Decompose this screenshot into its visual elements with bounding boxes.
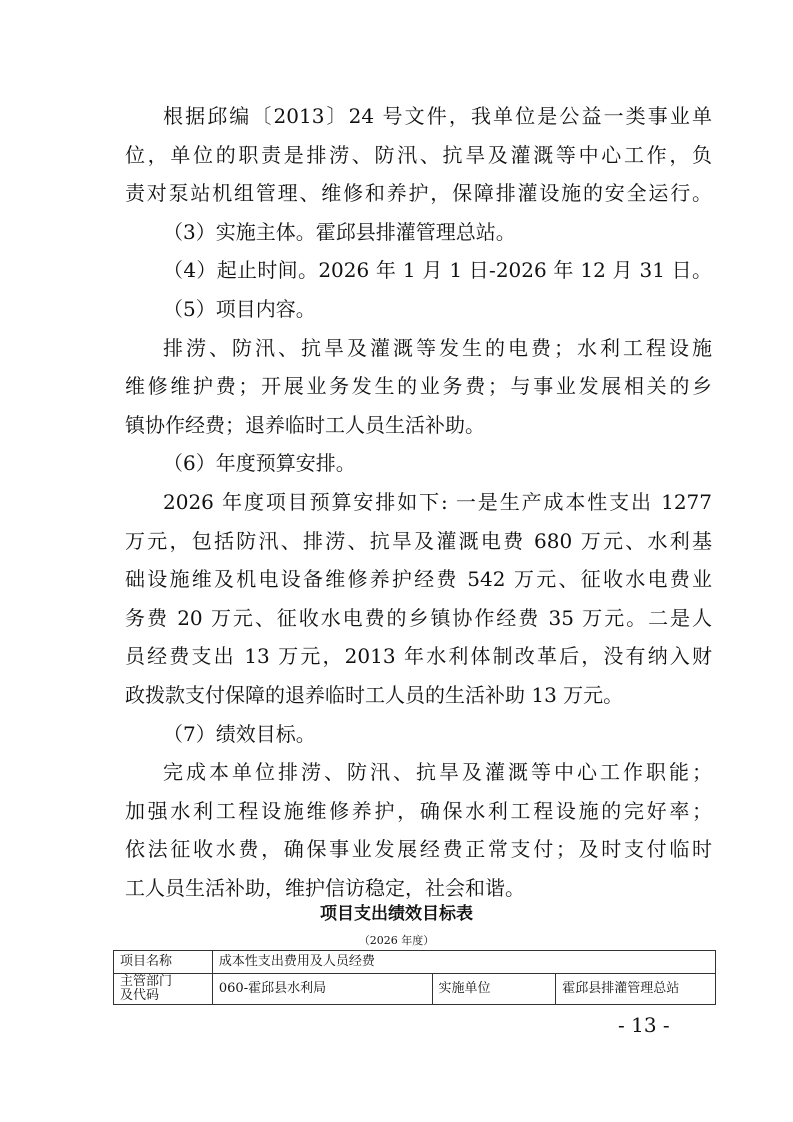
body-line: （4）起止时间。2026 年 1 月 1 日-2026 年 12 月 31 日。 <box>163 258 712 283</box>
body-line: 维修维护费；开展业务发生的业务费；与事业发展相关的乡 <box>125 374 712 399</box>
project-name-value: 成本性支出费用及人员经费 <box>212 951 715 974</box>
body-line: 础设施维及机电设备维修养护经费 542 万元、征收水电费业 <box>125 567 712 592</box>
page-number: - 13 - <box>618 1013 670 1037</box>
body-line: 万元，包括防汛、排涝、抗旱及灌溉电费 680 万元、水利基 <box>125 528 712 553</box>
body-line: （6）年度预算安排。 <box>163 451 356 476</box>
body-line: 完成本单位排涝、防汛、抗旱及灌溉等中心工作职能； <box>163 760 712 785</box>
body-line: 务费 20 万元、征收水电费的乡镇协作经费 35 万元。二是人 <box>125 605 712 630</box>
performance-target-table <box>113 950 716 1005</box>
body-line: 镇协作经费；退养临时工人员生活补助。 <box>125 412 485 437</box>
body-line: （7）绩效目标。 <box>163 721 316 746</box>
dept-value: 060-霍邱县水利局 <box>212 974 432 1005</box>
table-title: 项目支出绩效目标表 <box>320 904 473 924</box>
impl-value: 霍邱县排灌管理总站 <box>556 974 716 1005</box>
table-row <box>114 951 716 974</box>
body-line: 位，单位的职责是排涝、防汛、抗旱及灌溉等中心工作，负 <box>125 142 712 167</box>
body-line: （5）项目内容。 <box>163 297 316 321</box>
dept-label: 主管部门及代码 <box>114 974 213 1005</box>
impl-label: 实施单位 <box>432 974 556 1005</box>
body-line: 依法征收水费，确保事业发展经费正常支付；及时支付临时 <box>125 837 712 862</box>
body-line: 加强水利工程设施维修养护，确保水利工程设施的完好率； <box>125 798 712 823</box>
table-subtitle: （2026 年度） <box>358 934 435 947</box>
body-line: 员经费支出 13 万元，2013 年水利体制改革后，没有纳入财 <box>125 644 712 669</box>
body-line: 根据邱编〔2013〕24 号文件，我单位是公益一类事业单 <box>163 104 712 128</box>
body-line: 政拨款支付保障的退养临时工人员的生活补助 13 万元。 <box>125 683 624 707</box>
body-line: 2026 年度项目预算安排如下: 一是生产成本性支出 1277 <box>163 490 712 514</box>
body-line: 排涝、防汛、抗旱及灌溉等发生的电费；水利工程设施 <box>163 335 712 360</box>
body-line: （3）实施主体。霍邱县排灌管理总站。 <box>163 219 516 244</box>
body-line: 工人员生活补助，维护信访稳定，社会和谐。 <box>125 876 525 900</box>
project-name-label: 项目名称 <box>114 951 213 974</box>
table-row <box>114 974 716 1005</box>
body-line: 责对泵站机组管理、维修和养护，保障排灌设施的安全运行。 <box>125 181 712 206</box>
